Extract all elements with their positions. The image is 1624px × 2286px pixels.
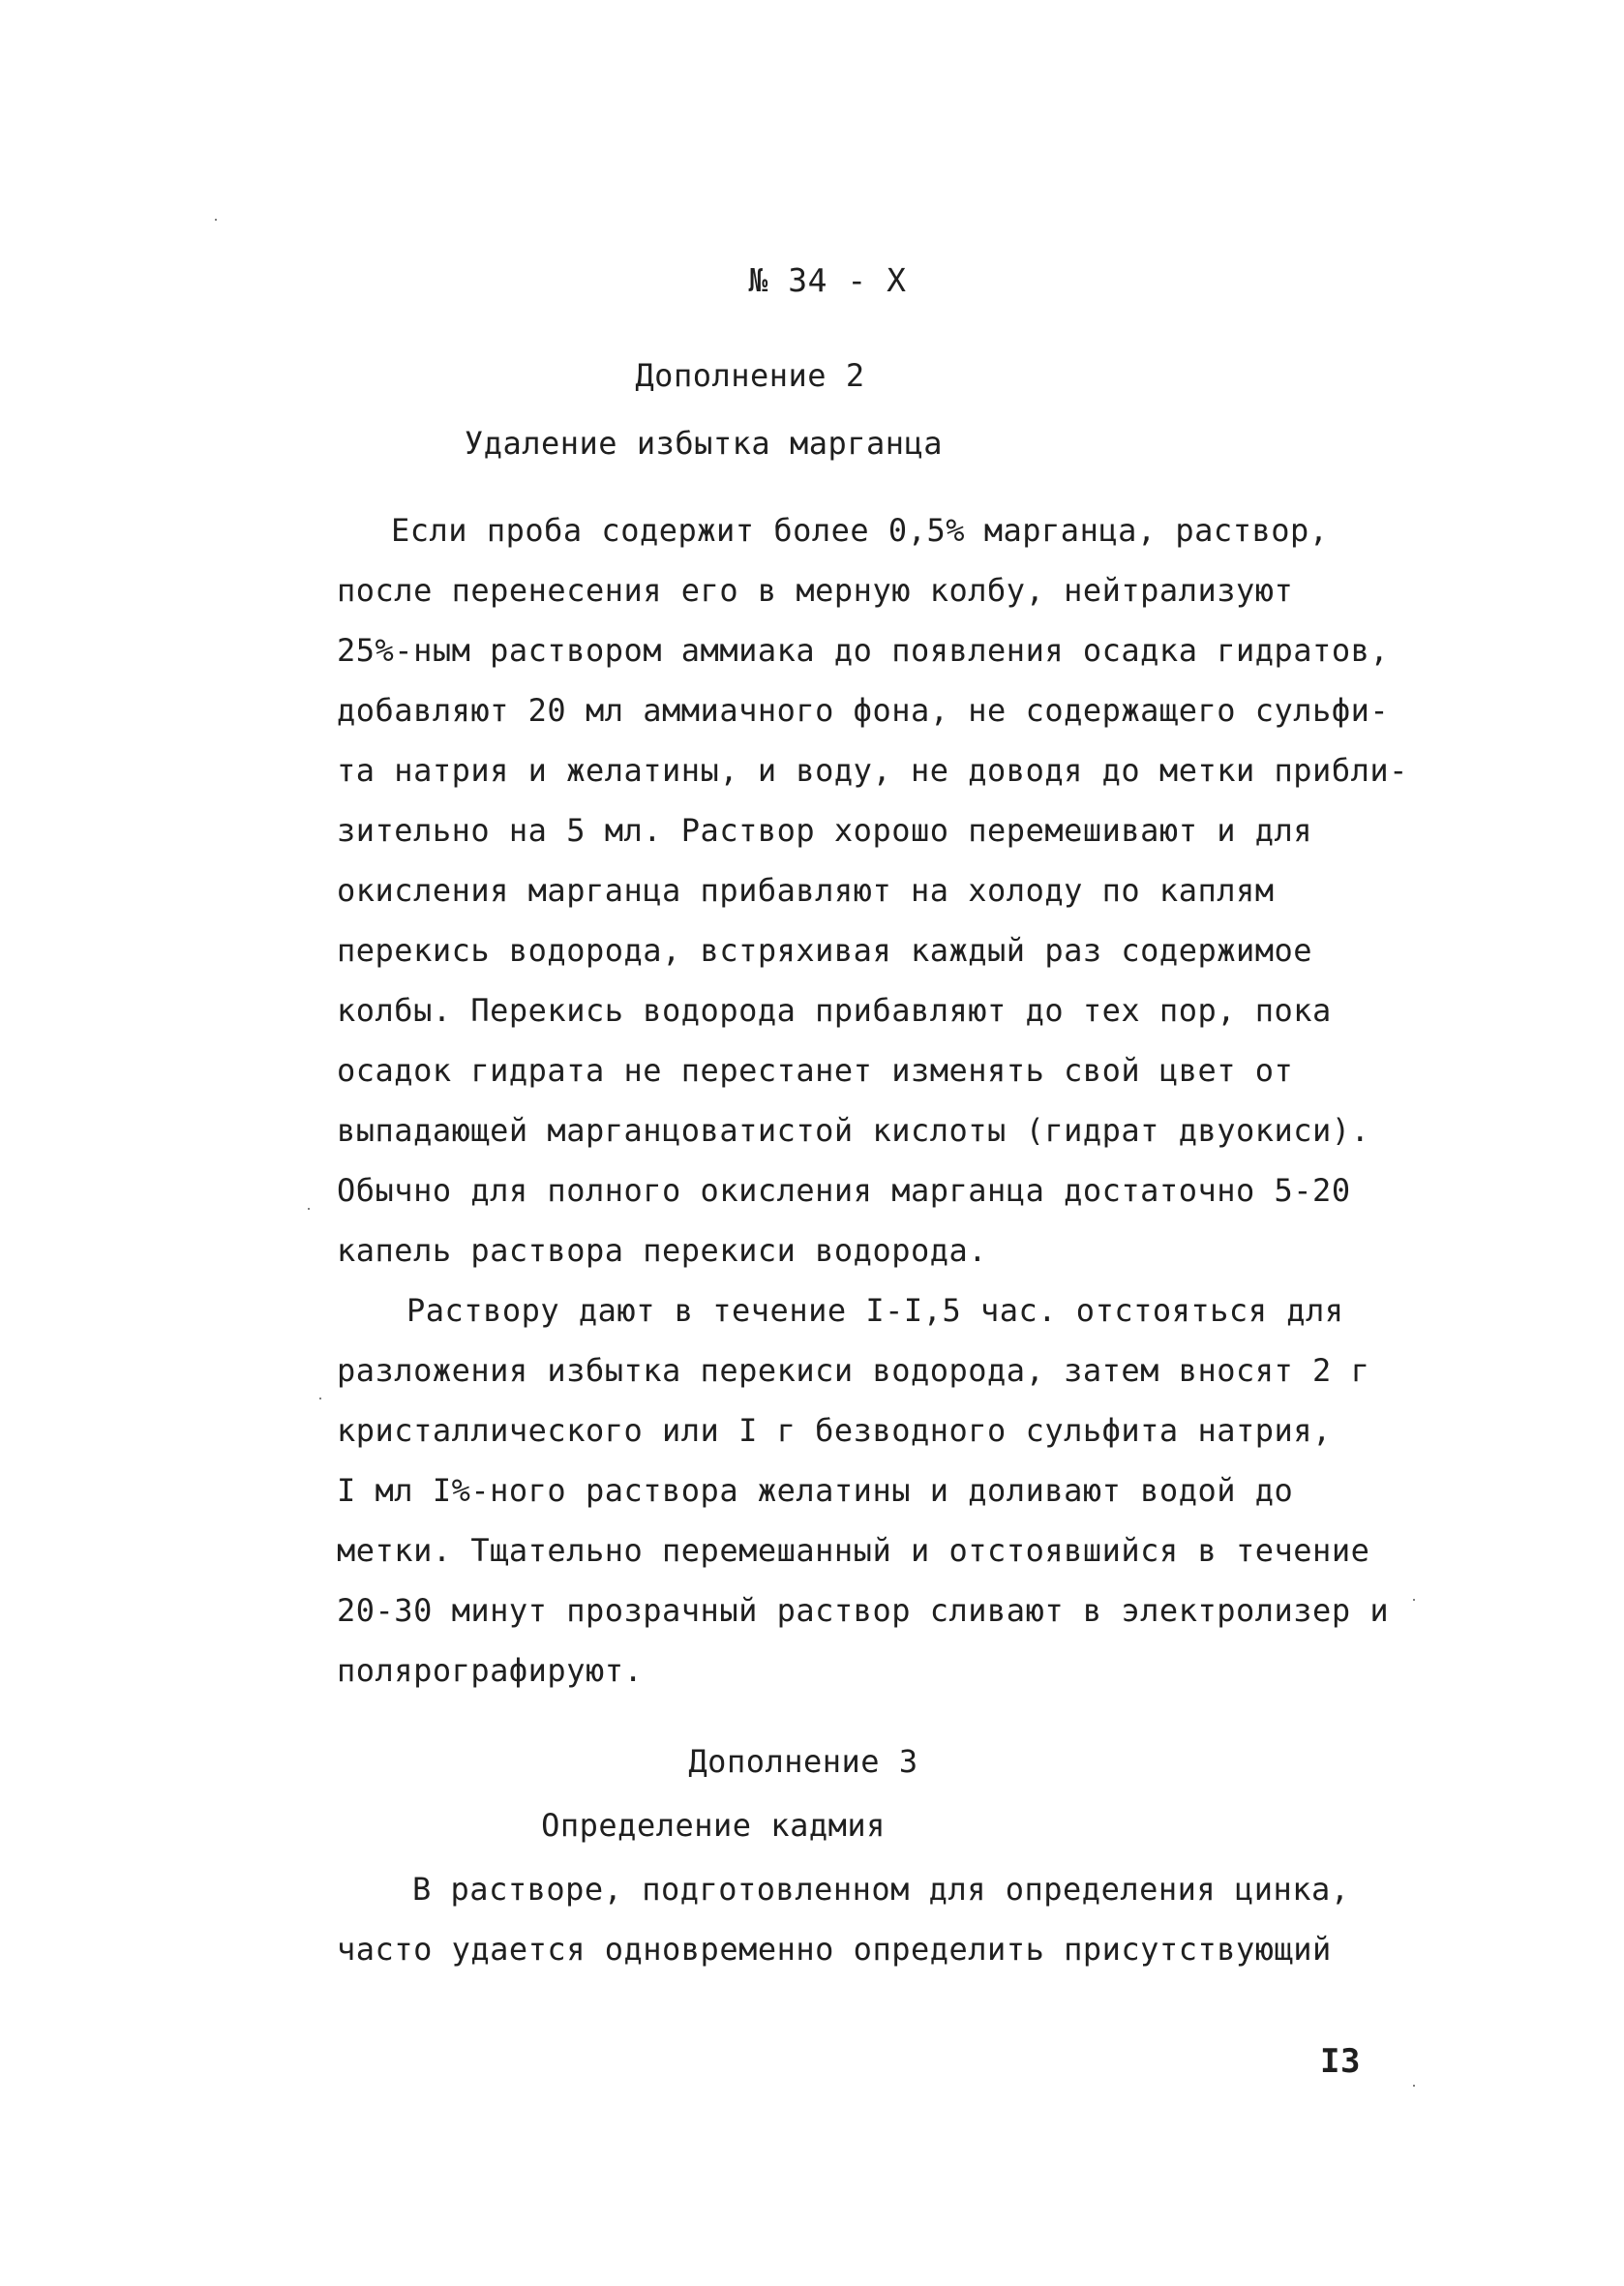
paragraph-line: добавляют 20 мл аммиачного фона, не содержащего сульфи- [337, 692, 1390, 729]
paragraph-line: полярографируют. [337, 1652, 644, 1689]
scan-speck [319, 1398, 321, 1399]
paragraph-line: 20-30 минут прозрачный раствор сливают в электролизер и [337, 1592, 1390, 1629]
paragraph-line: колбы. Перекись водорода прибавляют до тех пор, пока [337, 992, 1332, 1029]
scan-speck [1413, 1599, 1415, 1601]
paragraph-line: I мл I%-ного раствора желатины и доливают водой до [337, 1472, 1294, 1509]
addendum-2-title: Дополнение 2 [635, 357, 865, 394]
paragraph-line: выпадающей марганцоватистой кислоты (гидрат двуокиси). [337, 1112, 1370, 1149]
paragraph-line: та натрия и желатины, и воду, не доводя до метки прибли- [337, 752, 1408, 789]
page-number: I3 [1320, 2042, 1361, 2081]
addendum-3-title: Дополнение 3 [688, 1743, 918, 1780]
paragraph-line: после перенесения его в мерную колбу, нейтрализуют [337, 572, 1294, 609]
paragraph-line: Если проба содержит более 0,5% марганца, раствор, [391, 512, 1329, 549]
paragraph-line: В растворе, подготовленном для определения цинка, [412, 1871, 1350, 1908]
paragraph-line: капель раствора перекиси водорода. [337, 1232, 988, 1269]
paragraph-line: кристаллического или I г безводного сульфита натрия, [337, 1412, 1332, 1449]
paragraph-line: Раствору дают в течение I-I,5 час. отстояться для [406, 1292, 1344, 1329]
addendum-2-subtitle: Удаление избытка марганца [464, 425, 944, 462]
paragraph-line: Обычно для полного окисления марганца достаточно 5-20 [337, 1172, 1351, 1209]
scan-speck [215, 219, 217, 221]
paragraph-line: перекись водорода, встряхивая каждый раз содержимое [337, 932, 1313, 969]
paragraph-line: окисления марганца прибавляют на холоду по каплям [337, 872, 1275, 909]
scan-speck [1413, 2085, 1415, 2087]
scan-speck [308, 1208, 310, 1210]
paragraph-line: 25%-ным раствором аммиака до появления осадка гидратов, [337, 632, 1390, 669]
paragraph-line: разложения избытка перекиси водорода, затем вносят 2 г [337, 1352, 1370, 1389]
addendum-3-subtitle: Определение кадмия [541, 1807, 886, 1844]
paragraph-line: зительно на 5 мл. Раствор хорошо перемешивают и для [337, 812, 1313, 849]
paragraph-line: часто удается одновременно определить присутствующий [337, 1931, 1332, 1968]
paragraph-line: осадок гидрата не перестанет изменять свой цвет от [337, 1052, 1294, 1089]
document-number: № 34 - X [748, 261, 907, 299]
paragraph-line: метки. Тщательно перемешанный и отстоявшийся в течение [337, 1532, 1370, 1569]
